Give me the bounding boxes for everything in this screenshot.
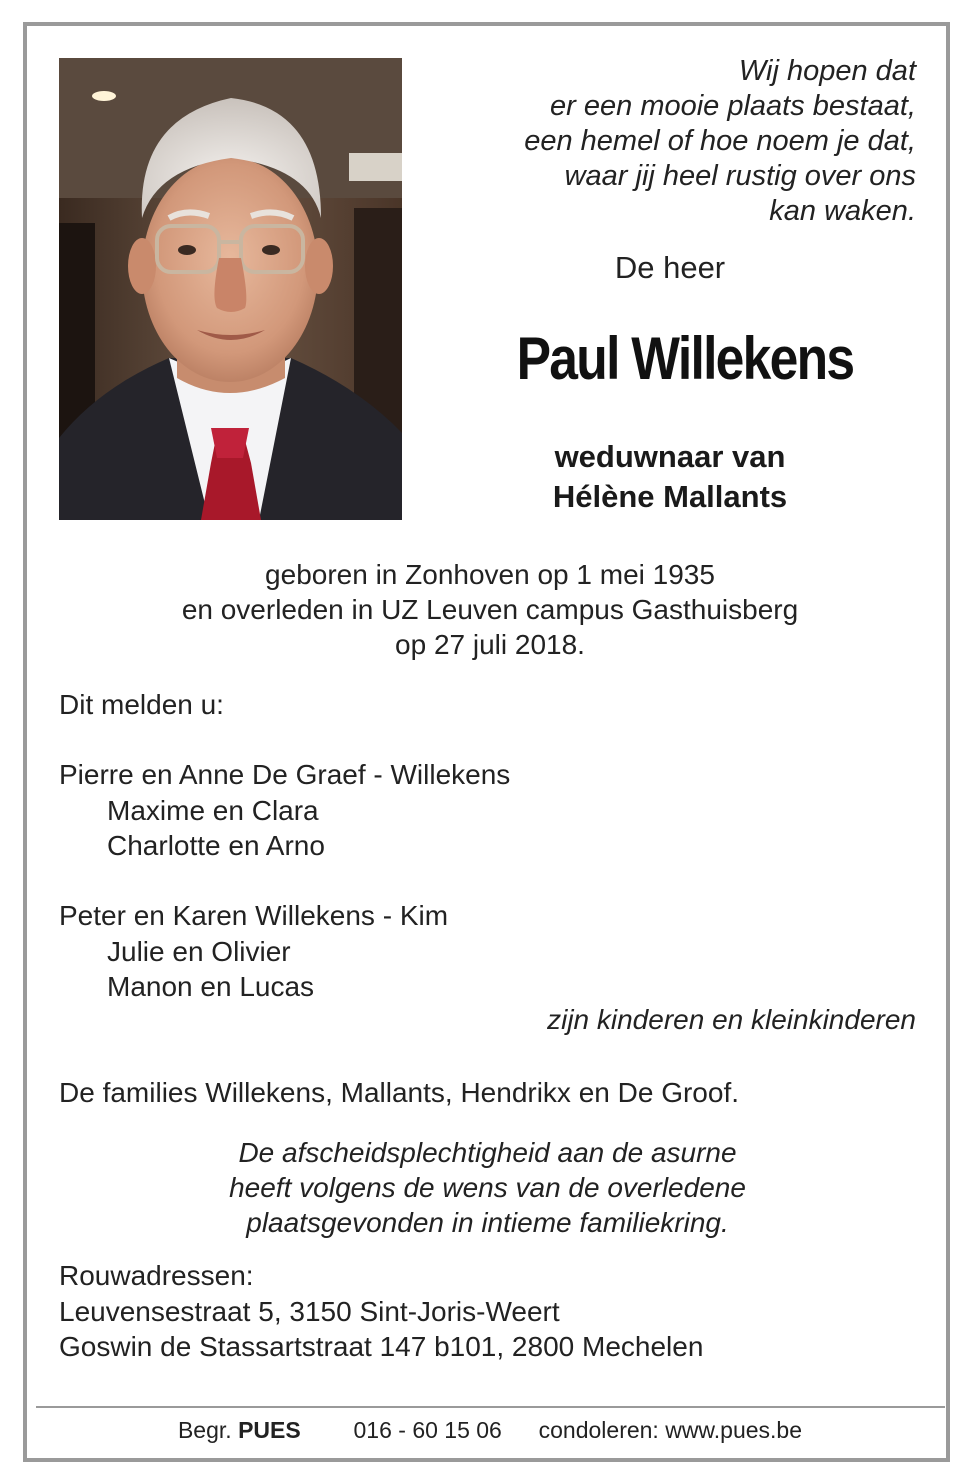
poem-line: er een mooie plaats bestaat, — [550, 90, 916, 122]
announce-text: Dit melden u: — [59, 689, 224, 720]
address-line: Leuvensestraat 5, 3150 Sint-Joris-Weert — [59, 1295, 560, 1327]
poem-line: waar jij heel rustig over ons — [564, 160, 916, 192]
spouse-name: Hélène Mallants — [552, 479, 788, 514]
footer-divider — [36, 1406, 945, 1408]
family-child: Maxime en Clara — [107, 794, 319, 826]
poem-line: een hemel of hoe noem je dat, — [524, 125, 916, 157]
footer — [0, 1417, 980, 1444]
family-child: Manon en Lucas — [107, 971, 315, 1002]
poem-line: kan waken. — [769, 195, 916, 227]
address-line: Goswin de Stassartstraat 147 b101, 2800 Mechelen — [59, 1331, 704, 1362]
footer-condolence[interactable]: condoleren: www.pues.be — [538, 1417, 803, 1443]
ceremony-line: De afscheidsplechtigheid aan de asurne — [238, 1137, 737, 1168]
families-line: De families Willekens, Mallants, Hendrikx en De Groof. — [59, 1077, 740, 1108]
birth-death-info — [0, 557, 980, 662]
family-head: Peter en Karen Willekens - Kim — [59, 900, 449, 931]
family-child: Julie en Olivier — [107, 935, 291, 967]
date-line: op 27 juli 2018. — [395, 629, 585, 660]
relation-caption: zijn kinderen en kleinkinderen — [547, 1004, 916, 1035]
widower-of — [470, 437, 870, 517]
honorific: De heer — [614, 250, 726, 285]
poem — [524, 54, 916, 229]
footer-prefix: Begr. — [177, 1417, 232, 1443]
addresses-label: Rouwadressen: — [59, 1260, 254, 1291]
poem-line: Wij hopen dat — [738, 55, 916, 87]
date-line: en overleden in UZ Leuven campus Gasthuisberg — [181, 594, 799, 625]
deceased-name: Paul Willekens — [516, 325, 854, 392]
ceremony-line: plaatsgevonden in intieme familiekring. — [246, 1207, 729, 1238]
date-line: geboren in Zonhoven op 1 mei 1935 — [265, 559, 715, 590]
mourning-addresses — [59, 1258, 703, 1365]
portrait-photo — [59, 58, 402, 520]
family-head: Pierre en Anne De Graef - Willekens — [59, 759, 511, 790]
funeral-company: PUES — [238, 1417, 301, 1443]
family-child: Charlotte en Arno — [107, 830, 325, 861]
family-group-1 — [59, 757, 510, 864]
footer-phone: 016 - 60 15 06 — [353, 1417, 502, 1443]
widower-label: weduwnaar van — [554, 439, 786, 474]
family-group-2 — [59, 898, 448, 1005]
ceremony-line: heeft volgens de wens van de overledene — [229, 1172, 746, 1203]
ceremony-notice — [0, 1135, 975, 1240]
